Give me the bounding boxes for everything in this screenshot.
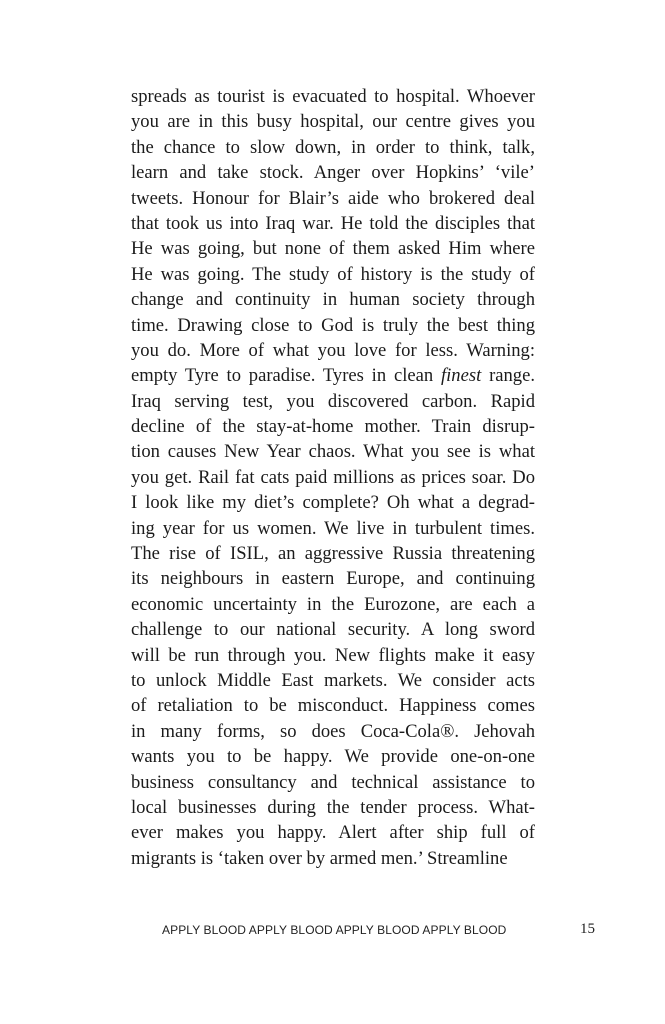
- text-line: [131, 389, 535, 414]
- text-segment: will be run through you. New flights make it easy: [131, 644, 535, 666]
- text-segment: He was going, but none of them asked Him where: [131, 238, 535, 260]
- text-segment: time. Drawing close to God is truly the best thing: [131, 314, 535, 336]
- text-segment: you do. More of what you love for less. Warning:: [131, 339, 535, 361]
- text-line: [131, 109, 535, 134]
- body-text: [131, 84, 535, 871]
- text-line: [131, 363, 535, 388]
- text-segment: economic uncertainty in the Eurozone, are each a: [131, 593, 535, 615]
- text-line: [131, 84, 535, 109]
- text-line: [131, 744, 535, 769]
- text-line: [131, 135, 535, 160]
- text-segment: empty Tyre to paradise. Tyres in clean: [131, 365, 441, 387]
- text-segment: range.: [481, 365, 536, 387]
- text-line: [131, 566, 535, 591]
- text-segment: tweets. Honour for Blair’s aide who brokered deal: [131, 187, 535, 209]
- text-segment: business consultancy and technical assistance to: [131, 771, 535, 793]
- page-number: 15: [580, 921, 595, 937]
- text-line: [131, 643, 535, 668]
- text-line: [131, 338, 535, 363]
- text-segment: Iraq serving test, you discovered carbon. Rapid: [131, 390, 535, 412]
- text-segment: you get. Rail fat cats paid millions as prices soar. Do: [131, 466, 535, 488]
- text-segment: He was going. The study of history is the study of: [131, 263, 535, 285]
- text-line: [131, 719, 535, 744]
- text-segment: in many forms, so does Coca-Cola®. Jehovah: [131, 720, 535, 742]
- text-line: [131, 287, 535, 312]
- text-line: [131, 846, 535, 871]
- text-segment: decline of the stay-at-home mother. Train disrup-: [131, 416, 535, 438]
- text-line: [131, 313, 535, 338]
- text-segment: The rise of ISIL, an aggressive Russia threatening: [131, 543, 535, 565]
- text-line: [131, 490, 535, 515]
- text-segment: change and continuity in human society through: [131, 289, 535, 311]
- text-segment: wants you to be happy. We provide one-on-one: [131, 746, 535, 768]
- text-line: [131, 186, 535, 211]
- text-segment: challenge to our national security. A long sword: [131, 619, 535, 641]
- text-line: [131, 465, 535, 490]
- text-line: [131, 439, 535, 464]
- text-segment: the chance to slow down, in order to think, talk,: [131, 136, 535, 158]
- text-segment: that took us into Iraq war. He told the disciples that: [131, 212, 535, 234]
- text-line: [131, 592, 535, 617]
- text-segment: migrants is ‘taken over by armed men.’ Streamline: [131, 847, 508, 869]
- text-segment: of retaliation to be misconduct. Happiness comes: [131, 695, 535, 717]
- text-line: [131, 693, 535, 718]
- text-line: [131, 617, 535, 642]
- italic-word: finest: [440, 365, 482, 387]
- text-segment: spreads as tourist is evacuated to hospital. Whoever: [131, 86, 535, 107]
- text-line: [131, 541, 535, 566]
- text-line: [131, 795, 535, 820]
- text-line: [131, 516, 535, 541]
- text-segment: I look like my diet’s complete? Oh what a degrad-: [131, 492, 535, 514]
- running-footer: APPLY BLOOD APPLY BLOOD APPLY BLOOD APPLY BLOOD: [162, 923, 507, 937]
- text-line: [131, 236, 535, 261]
- text-segment: local businesses during the tender process. What-: [131, 796, 535, 818]
- text-line: [131, 820, 535, 845]
- text-segment: you are in this busy hospital, our centre gives you: [131, 111, 535, 133]
- text-segment: ing year for us women. We live in turbulent times.: [131, 517, 535, 539]
- text-line: [131, 414, 535, 439]
- text-segment: tion causes New Year chaos. What you see is what: [131, 441, 535, 463]
- text-line: [131, 262, 535, 287]
- text-segment: ever makes you happy. Alert after ship full of: [131, 822, 535, 844]
- text-line: [131, 770, 535, 795]
- text-segment: to unlock Middle East markets. We consider acts: [131, 669, 535, 691]
- text-segment: learn and take stock. Anger over Hopkins’ ‘vile’: [131, 162, 535, 184]
- text-line: [131, 160, 535, 185]
- text-line: [131, 211, 535, 236]
- text-line: [131, 668, 535, 693]
- text-segment: its neighbours in eastern Europe, and continuing: [131, 568, 535, 590]
